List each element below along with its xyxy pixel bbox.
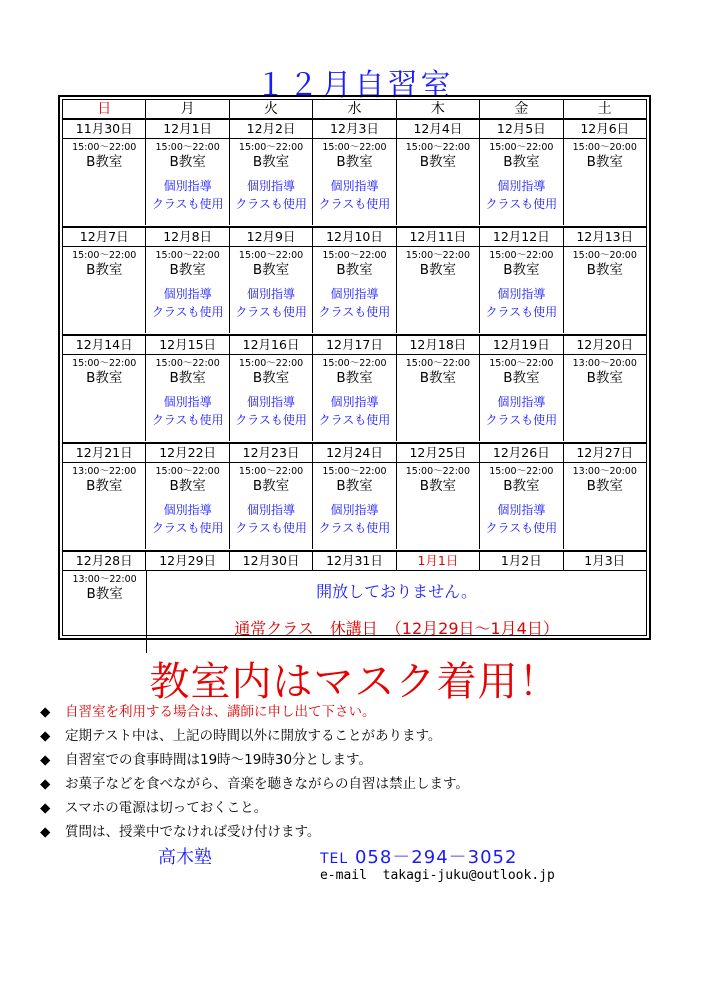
date-label: 12月13日: [563, 228, 646, 246]
kobetsu-note: 個別指導: [163, 395, 212, 409]
room-label: B教室: [86, 370, 123, 386]
room-label: B教室: [86, 262, 123, 278]
day-cell: [229, 355, 312, 441]
day-cell: [63, 355, 145, 441]
kobetsu-note: クラスも使用: [235, 521, 307, 535]
room-label: B教室: [252, 262, 290, 278]
kobetsu-note: 個別指導: [247, 395, 296, 409]
date-row: [63, 228, 646, 247]
date-label: 12月3日: [312, 120, 395, 138]
day-cell: [145, 139, 228, 225]
open-hours: 13:00～20:00: [572, 358, 637, 369]
day-cell: [479, 139, 562, 225]
diamond-bullet-icon: ◆: [40, 800, 51, 816]
open-hours: 13:00～22:00: [72, 574, 137, 585]
day-cell: [396, 355, 479, 441]
kobetsu-note: 個別指導: [163, 179, 212, 193]
room-label: B教室: [419, 478, 457, 494]
day-body-row: [63, 247, 646, 333]
day-cell: [145, 463, 228, 549]
date-label: 12月9日: [229, 228, 312, 246]
day-cell: [396, 139, 479, 225]
diamond-bullet-icon: ◆: [40, 752, 51, 768]
date-label: 12月19日: [479, 336, 562, 354]
day-cell: [145, 355, 228, 441]
closed-period-cell: [146, 571, 646, 653]
day-body-row: [63, 463, 646, 549]
date-label: 12月31日: [312, 552, 395, 570]
email-contact: e-mail takagi-juku@outlook.jp: [320, 868, 555, 883]
day-cell: [229, 139, 312, 225]
kobetsu-note: 個別指導: [497, 287, 546, 301]
open-hours: 15:00～22:00: [322, 142, 387, 153]
open-hours: 15:00～20:00: [572, 250, 637, 261]
kobetsu-note: クラスも使用: [318, 521, 391, 535]
day-cell: [312, 247, 395, 333]
open-hours: 15:00～22:00: [322, 250, 387, 261]
date-label: 12月10日: [312, 228, 395, 246]
open-hours: 15:00～22:00: [489, 142, 554, 153]
kobetsu-note: クラスも使用: [235, 413, 307, 427]
room-label: B教室: [586, 154, 623, 170]
open-hours: 15:00～22:00: [489, 250, 554, 261]
kobetsu-note: 個別指導: [247, 503, 296, 517]
room-label: B教室: [419, 370, 457, 386]
day-cell: [563, 355, 646, 441]
open-hours: 15:00～22:00: [489, 358, 554, 369]
kobetsu-note: 個別指導: [247, 287, 296, 301]
day-cell: [396, 463, 479, 549]
phone-contact: [320, 843, 517, 869]
date-label: 12月6日: [563, 120, 646, 138]
rule-text: お菓子などを食べながら、音楽を聴きながらの自習は禁止します。: [65, 776, 469, 792]
date-label: 12月4日: [396, 120, 479, 138]
date-label: 1月2日: [479, 552, 562, 570]
open-hours: 15:00～22:00: [489, 466, 554, 477]
date-label: 12月27日: [563, 444, 646, 462]
kobetsu-note: クラスも使用: [485, 305, 558, 319]
day-cell: [63, 463, 145, 549]
holiday-notice: 通常クラス 休講日 （12月29日～1月4日）: [234, 619, 559, 638]
closed-notice: 開放しておりません。: [316, 582, 478, 601]
day-cell: [145, 247, 228, 333]
weekday-header: [63, 100, 646, 120]
date-label: 12月7日: [79, 229, 129, 244]
day-cell: [479, 247, 562, 333]
week-row: [63, 444, 646, 552]
rule-item: [40, 820, 680, 844]
open-hours: 13:00～22:00: [72, 466, 137, 477]
room-label: B教室: [252, 478, 290, 494]
week-row: [63, 120, 646, 228]
date-row: [63, 444, 646, 463]
room-label: B教室: [86, 478, 123, 494]
date-label: 12月28日: [75, 553, 133, 568]
calendar: [58, 95, 651, 640]
day-cell: [229, 463, 312, 549]
kobetsu-note: クラスも使用: [485, 413, 558, 427]
room-label: B教室: [419, 154, 457, 170]
rule-item: [40, 700, 680, 724]
week-row: [63, 552, 646, 654]
date-label: 11月30日: [75, 121, 133, 136]
date-label-holiday: 1月1日: [396, 552, 479, 570]
open-hours: 15:00～22:00: [238, 358, 304, 369]
room-label: B教室: [586, 262, 623, 278]
kobetsu-note: クラスも使用: [318, 413, 391, 427]
open-hours: 13:00～20:00: [572, 466, 637, 477]
date-label: 12月16日: [229, 336, 312, 354]
day-body-row: [63, 139, 646, 225]
day-cell: [63, 571, 146, 653]
kobetsu-note: クラスも使用: [151, 413, 224, 427]
kobetsu-note: 個別指導: [497, 179, 546, 193]
date-label: 12月2日: [229, 120, 312, 138]
kobetsu-note: クラスも使用: [235, 305, 307, 319]
open-hours: 15:00～22:00: [155, 250, 220, 261]
open-hours: 15:00～22:00: [238, 466, 304, 477]
open-hours: 15:00～22:00: [322, 466, 387, 477]
rule-text: 自習室での食事時間は19時～19時30分とします。: [65, 752, 372, 768]
open-hours: 15:00～22:00: [155, 142, 220, 153]
kobetsu-note: クラスも使用: [151, 197, 224, 211]
open-hours: 15:00～22:00: [72, 358, 137, 369]
room-label: B教室: [169, 370, 206, 386]
date-label: 12月20日: [563, 336, 646, 354]
weekday-mon: 月: [145, 100, 228, 118]
open-hours: 15:00～22:00: [322, 358, 387, 369]
room-label: B教室: [252, 154, 290, 170]
day-cell: [63, 139, 145, 225]
day-cell: [479, 463, 562, 549]
open-hours: 15:00～22:00: [405, 250, 471, 261]
open-hours: 15:00～22:00: [155, 466, 220, 477]
date-label: 12月8日: [145, 228, 228, 246]
rule-item: [40, 748, 680, 772]
rule-item: [40, 724, 680, 748]
kobetsu-note: クラスも使用: [485, 521, 558, 535]
day-body-row: [63, 355, 646, 441]
day-body-row: [63, 571, 646, 653]
open-hours: 15:00～22:00: [405, 358, 471, 369]
room-label: B教室: [503, 262, 540, 278]
day-cell: [312, 355, 395, 441]
open-hours: 15:00～22:00: [72, 142, 137, 153]
kobetsu-note: クラスも使用: [318, 197, 391, 211]
open-hours: 15:00～22:00: [238, 142, 304, 153]
date-label: 12月21日: [75, 445, 133, 460]
room-label: B教室: [586, 478, 623, 494]
kobetsu-note: 個別指導: [330, 395, 379, 409]
open-hours: 15:00～20:00: [572, 142, 637, 153]
page-title: １２月自習室: [255, 68, 454, 103]
date-label: 12月15日: [145, 336, 228, 354]
day-cell: [63, 247, 145, 333]
date-label: 12月24日: [312, 444, 395, 462]
calendar-grid: [62, 99, 647, 636]
day-cell: [312, 463, 395, 549]
diamond-bullet-icon: ◆: [40, 776, 51, 792]
tel-label: TEL: [320, 851, 349, 867]
day-cell: [396, 247, 479, 333]
room-label: B教室: [86, 154, 123, 170]
date-label: 12月12日: [479, 228, 562, 246]
rule-text: 自習室を利用する場合は、講師に申し出て下さい。: [65, 704, 376, 720]
rules-list: [40, 700, 680, 844]
open-hours: 15:00～22:00: [405, 142, 471, 153]
week-row: [63, 228, 646, 336]
room-label: B教室: [336, 478, 373, 494]
phone-number: 058－294－3052: [354, 847, 518, 868]
rule-text: スマホの電源は切っておくこと。: [65, 800, 268, 816]
date-label: 12月11日: [396, 228, 479, 246]
date-label: 12月26日: [479, 444, 562, 462]
date-label: 12月14日: [75, 337, 133, 352]
open-hours: 15:00～22:00: [238, 250, 304, 261]
kobetsu-note: 個別指導: [163, 287, 212, 301]
weekday-tue: 火: [229, 100, 312, 118]
kobetsu-note: 個別指導: [330, 287, 379, 301]
rule-text: 定期テスト中は、上記の時間以外に開放することがあります。: [65, 728, 442, 744]
kobetsu-note: クラスも使用: [235, 197, 307, 211]
day-cell: [229, 247, 312, 333]
room-label: B教室: [503, 478, 540, 494]
room-label: B教室: [336, 154, 373, 170]
weekday-wed: 水: [312, 100, 395, 118]
room-label: B教室: [586, 370, 623, 386]
room-label: B教室: [503, 154, 540, 170]
kobetsu-note: 個別指導: [247, 179, 296, 193]
weekday-sun: 日: [97, 101, 112, 117]
open-hours: 15:00～22:00: [72, 250, 137, 261]
kobetsu-note: 個別指導: [330, 503, 379, 517]
date-label: 12月29日: [145, 552, 228, 570]
date-row: [63, 552, 646, 571]
rule-item: [40, 772, 680, 796]
day-cell: [563, 463, 646, 549]
mask-notice: 教室内はマスク着用！: [149, 659, 560, 705]
date-row: [63, 336, 646, 355]
kobetsu-note: 個別指導: [163, 503, 212, 517]
kobetsu-note: クラスも使用: [151, 521, 224, 535]
weekday-fri: 金: [479, 100, 562, 118]
kobetsu-note: 個別指導: [330, 179, 379, 193]
day-cell: [479, 355, 562, 441]
open-hours: 15:00～22:00: [405, 466, 471, 477]
school-name: 高木塾: [158, 847, 212, 868]
day-cell: [563, 139, 646, 225]
rule-text: 質問は、授業中でなければ受け付けます。: [65, 824, 321, 840]
kobetsu-note: 個別指導: [497, 395, 546, 409]
room-label: B教室: [86, 586, 123, 602]
day-cell: [563, 247, 646, 333]
room-label: B教室: [169, 478, 206, 494]
room-label: B教室: [169, 154, 206, 170]
kobetsu-note: 個別指導: [497, 503, 546, 517]
date-label: 12月5日: [479, 120, 562, 138]
room-label: B教室: [336, 262, 373, 278]
room-label: B教室: [252, 370, 290, 386]
day-cell: [312, 139, 395, 225]
date-label: 12月1日: [145, 120, 228, 138]
week-row: [63, 336, 646, 444]
date-row: [63, 120, 646, 139]
date-label: 1月3日: [563, 552, 646, 570]
rule-item: [40, 796, 680, 820]
date-label: 12月23日: [229, 444, 312, 462]
kobetsu-note: クラスも使用: [151, 305, 224, 319]
date-label: 12月22日: [145, 444, 228, 462]
date-label: 12月17日: [312, 336, 395, 354]
room-label: B教室: [169, 262, 206, 278]
date-label: 12月30日: [229, 552, 312, 570]
diamond-bullet-icon: ◆: [40, 824, 51, 840]
date-label: 12月18日: [396, 336, 479, 354]
weekday-thu: 木: [396, 100, 479, 118]
open-hours: 15:00～22:00: [155, 358, 220, 369]
weekday-sat: 土: [563, 100, 646, 118]
date-label: 12月25日: [396, 444, 479, 462]
room-label: B教室: [503, 370, 540, 386]
kobetsu-note: クラスも使用: [318, 305, 391, 319]
diamond-bullet-icon: ◆: [40, 704, 51, 720]
room-label: B教室: [336, 370, 373, 386]
room-label: B教室: [419, 262, 457, 278]
diamond-bullet-icon: ◆: [40, 728, 51, 744]
kobetsu-note: クラスも使用: [485, 197, 558, 211]
